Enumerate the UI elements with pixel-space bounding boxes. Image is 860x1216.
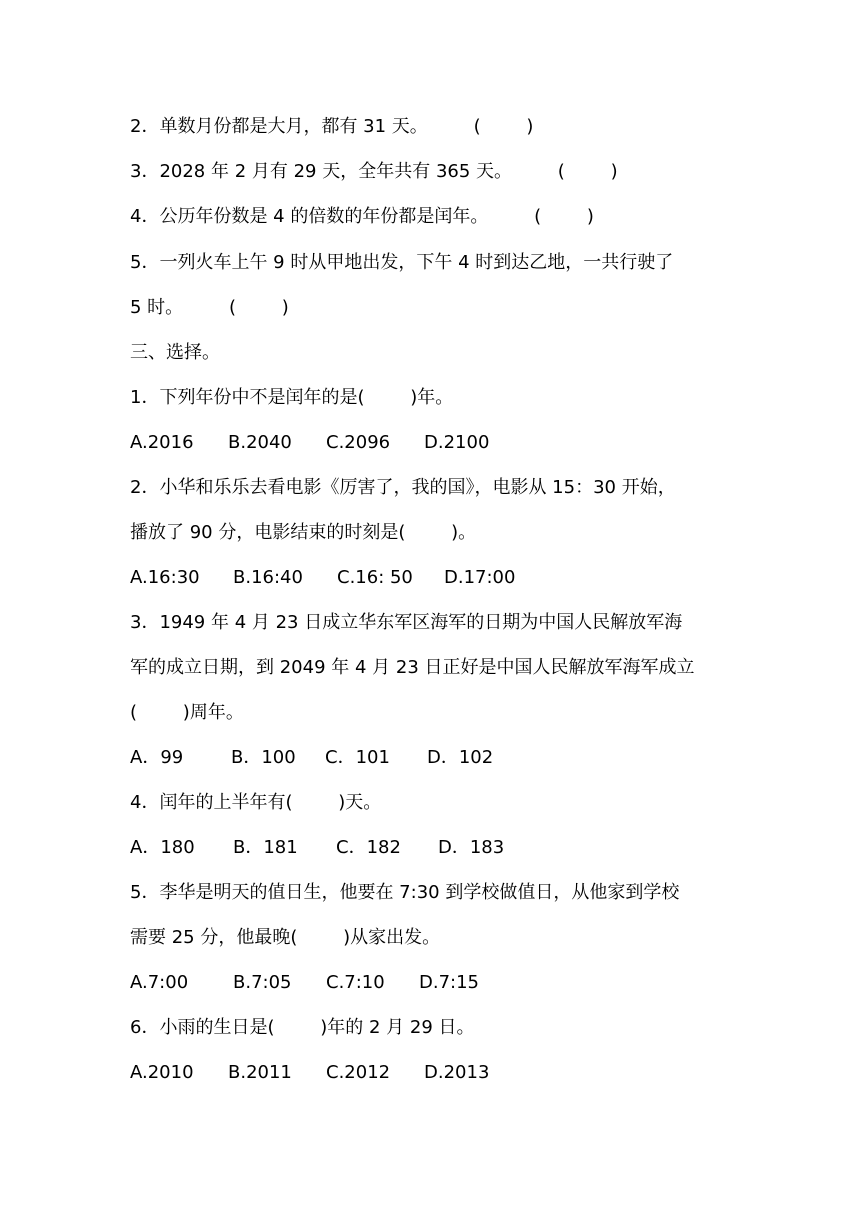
choice-question-2-line2: 播放了 90 分，电影结束的时刻是( )。 — [130, 522, 477, 543]
tf-question-2: 2．单数月份都是大月，都有 31 天。 ( ) — [130, 116, 534, 137]
option-a: A.2010 — [130, 1062, 194, 1083]
choice-question-3-options — [130, 746, 493, 770]
option-a: A.7:00 — [130, 972, 189, 993]
tf-question-4: 4．公历年份数是 4 的倍数的年份都是闰年。 ( ) — [130, 206, 594, 227]
option-c: C．101 — [325, 747, 390, 768]
section-heading: 三、选择。 — [130, 342, 220, 363]
choice-question-5-line1: 5．李华是明天的值日生，他要在 7:30 到学校做值日，从他家到学校 — [130, 882, 680, 903]
option-a: A.16:30 — [130, 567, 200, 588]
option-d: D.2013 — [424, 1062, 490, 1083]
choice-question-3-line3: ( )周年。 — [130, 702, 244, 723]
option-d: D.17:00 — [444, 567, 516, 588]
tf-question-3: 3．2028 年 2 月有 29 天，全年共有 365 天。 ( ) — [130, 161, 618, 182]
option-a: A．180 — [130, 837, 195, 858]
choice-question-2-line1: 2．小华和乐乐去看电影《厉害了，我的国》，电影从 15：30 开始， — [130, 477, 676, 498]
option-d: D．102 — [427, 747, 494, 768]
choice-question-1-options — [130, 431, 489, 455]
option-b: B．100 — [231, 747, 296, 768]
option-d: D.2100 — [424, 432, 490, 453]
choice-question-3-line2: 军的成立日期，到 2049 年 4 月 23 日正好是中国人民解放军海军成立 — [130, 657, 695, 678]
tf-question-5-line1: 5．一列火车上午 9 时从甲地出发，下午 4 时到达乙地，一共行驶了 — [130, 252, 674, 273]
choice-question-6-options — [130, 1061, 489, 1085]
option-c: C.2012 — [326, 1062, 391, 1083]
choice-question-6-stem: 6．小雨的生日是( )年的 2 月 29 日。 — [130, 1017, 475, 1038]
option-c: C．182 — [336, 837, 401, 858]
option-b: B.2040 — [228, 432, 292, 453]
option-a: A．99 — [130, 747, 184, 768]
option-c: C.16: 50 — [337, 567, 413, 588]
option-c: C.2096 — [326, 432, 391, 453]
option-b: B．181 — [233, 837, 298, 858]
option-d: D.7:15 — [419, 972, 480, 993]
choice-question-3-line1: 3．1949 年 4 月 23 日成立华东军区海军的日期为中国人民解放军海 — [130, 612, 683, 633]
choice-question-5-options — [130, 971, 479, 995]
option-b: B.7:05 — [233, 972, 292, 993]
option-a: A.2016 — [130, 432, 194, 453]
choice-question-4-options — [130, 836, 504, 860]
choice-question-4-stem: 4．闰年的上半年有( )天。 — [130, 792, 382, 813]
option-d: D．183 — [438, 837, 505, 858]
choice-question-5-line2: 需要 25 分，他最晚( )从家出发。 — [130, 927, 441, 948]
choice-question-1-stem: 1．下列年份中不是闰年的是( )年。 — [130, 387, 454, 408]
tf-question-5-line2: 5 时。 ( ) — [130, 297, 289, 318]
option-b: B.16:40 — [233, 567, 303, 588]
choice-question-2-options — [130, 566, 515, 590]
option-b: B.2011 — [228, 1062, 292, 1083]
option-c: C.7:10 — [326, 972, 385, 993]
